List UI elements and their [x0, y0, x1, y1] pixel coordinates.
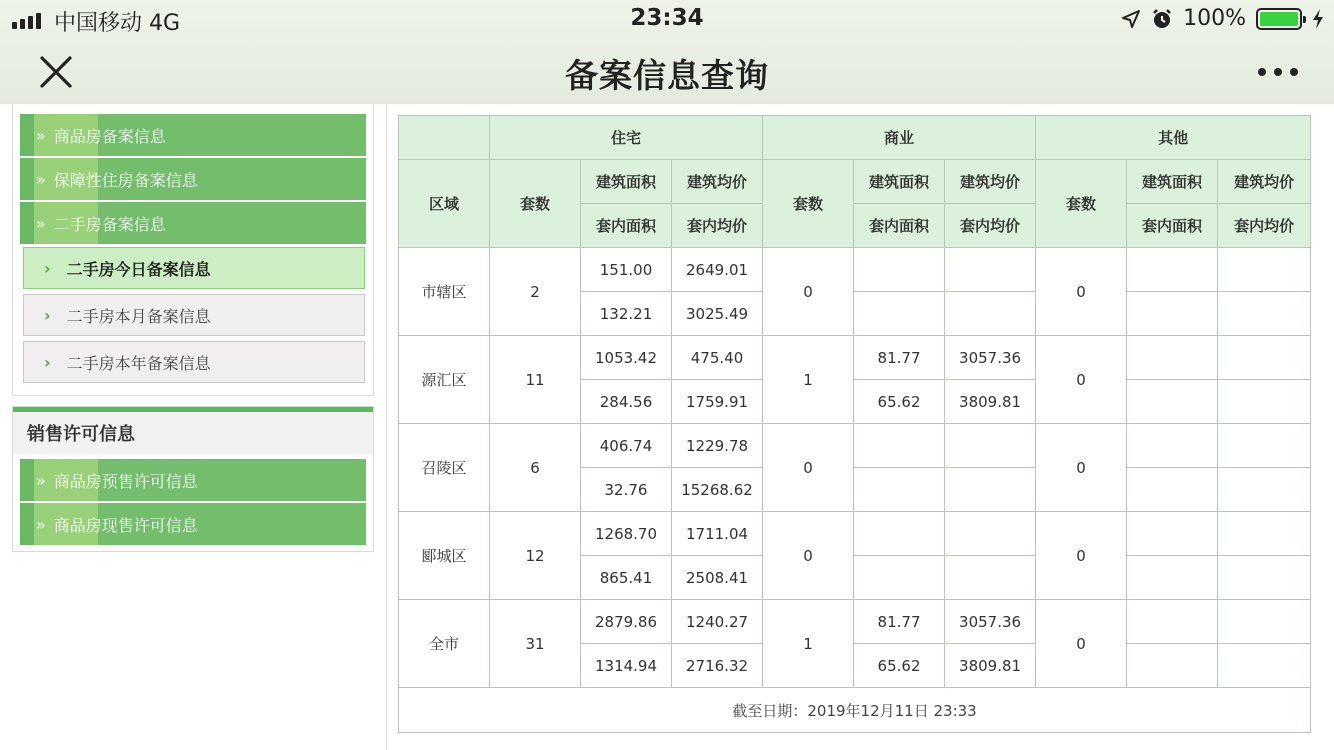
- menu-item-second-hand-record[interactable]: [20, 202, 366, 244]
- residential-inner-price-cell: 3025.49: [672, 292, 763, 336]
- chevron-right-icon: ›: [44, 352, 51, 372]
- sidebar: [0, 104, 387, 750]
- residential-inner-area-cell: 865.41: [581, 556, 672, 600]
- status-right: [1121, 6, 1324, 31]
- column-header-inner-area: 套内面积: [854, 204, 945, 248]
- column-header-inner-price: 套内均价: [945, 204, 1036, 248]
- residential-price-cell: 2649.01: [672, 248, 763, 292]
- residential-count-cell: 11: [490, 336, 581, 424]
- menu-item-label: 商品房备案信息: [53, 126, 166, 146]
- menu-item-label: 保障性住房备案信息: [53, 170, 198, 190]
- commercial-area-cell: 81.77: [854, 336, 945, 380]
- double-arrow-icon: »: [36, 169, 46, 189]
- submenu-item-month[interactable]: [23, 294, 365, 336]
- double-arrow-icon: »: [36, 213, 46, 233]
- menu-item-commercial-housing-record[interactable]: [20, 114, 366, 156]
- submenu-item-label: 二手房本月备案信息: [66, 306, 211, 326]
- column-header-inner-price: 套内均价: [672, 204, 763, 248]
- residential-area-cell: 1053.42: [581, 336, 672, 380]
- column-header-count: 套数: [490, 160, 581, 248]
- residential-inner-area-cell: 1314.94: [581, 644, 672, 688]
- commercial-count-cell: 0: [763, 512, 854, 600]
- other-price-cell: [1218, 336, 1311, 380]
- commercial-inner-price-cell: 3809.81: [945, 380, 1036, 424]
- other-area-cell: [1127, 248, 1218, 292]
- other-price-cell: [1218, 512, 1311, 556]
- other-count-cell: 0: [1036, 248, 1127, 336]
- menu-item-label: 商品房预售许可信息: [53, 471, 198, 491]
- record-table: [398, 115, 1311, 733]
- residential-count-cell: 2: [490, 248, 581, 336]
- record-table-container: [398, 115, 1310, 733]
- other-area-cell: [1127, 600, 1218, 644]
- column-header-price: 建筑均价: [1218, 160, 1311, 204]
- alarm-icon: [1151, 8, 1173, 30]
- column-header-inner-area: 套内面积: [581, 204, 672, 248]
- column-header-price: 建筑均价: [945, 160, 1036, 204]
- menu-item-label: 二手房备案信息: [53, 214, 166, 234]
- group-header-other: 其他: [1036, 116, 1311, 160]
- residential-inner-area-cell: 284.56: [581, 380, 672, 424]
- battery-icon: [1256, 8, 1302, 30]
- residential-area-cell: 151.00: [581, 248, 672, 292]
- commercial-area-cell: 81.77: [854, 600, 945, 644]
- section-title: 销售许可信息: [13, 412, 373, 454]
- other-price-cell: [1218, 424, 1311, 468]
- menu-item-current-sale-license[interactable]: [20, 503, 366, 545]
- other-inner-price-cell: [1218, 644, 1311, 688]
- commercial-count-cell: 0: [763, 424, 854, 512]
- residential-inner-price-cell: 15268.62: [672, 468, 763, 512]
- column-header-price: 建筑均价: [672, 160, 763, 204]
- other-price-cell: [1218, 600, 1311, 644]
- column-header-area: 建筑面积: [1127, 160, 1218, 204]
- residential-inner-area-cell: 132.21: [581, 292, 672, 336]
- column-header-area: 建筑面积: [581, 160, 672, 204]
- table-row: [399, 424, 1311, 468]
- table-column-header-row: [399, 160, 1311, 204]
- commercial-inner-price-cell: [945, 292, 1036, 336]
- charging-bolt-icon: [1312, 9, 1324, 29]
- commercial-inner-area-cell: [854, 468, 945, 512]
- corner-cell: [399, 116, 490, 160]
- region-cell: 市辖区: [399, 248, 490, 336]
- location-arrow-icon: [1121, 9, 1141, 29]
- other-inner-price-cell: [1218, 556, 1311, 600]
- submenu-item-label: 二手房本年备案信息: [66, 353, 211, 373]
- table-footer-row: [399, 688, 1311, 733]
- residential-area-cell: 406.74: [581, 424, 672, 468]
- battery-percent: 100%: [1183, 6, 1246, 31]
- commercial-inner-price-cell: 3809.81: [945, 644, 1036, 688]
- residential-price-cell: 1711.04: [672, 512, 763, 556]
- column-header-area: 建筑面积: [854, 160, 945, 204]
- commercial-count-cell: 1: [763, 600, 854, 688]
- commercial-price-cell: [945, 512, 1036, 556]
- chevron-right-icon: ›: [44, 258, 51, 278]
- residential-count-cell: 31: [490, 600, 581, 688]
- submenu-item-today[interactable]: [23, 247, 365, 289]
- residential-price-cell: 475.40: [672, 336, 763, 380]
- submenu-item-year[interactable]: [23, 341, 365, 383]
- other-price-cell: [1218, 248, 1311, 292]
- region-cell: 召陵区: [399, 424, 490, 512]
- title-bar: [0, 40, 1334, 104]
- commercial-area-cell: [854, 248, 945, 292]
- other-inner-price-cell: [1218, 292, 1311, 336]
- other-count-cell: 0: [1036, 600, 1127, 688]
- other-inner-area-cell: [1127, 468, 1218, 512]
- status-bar: [0, 0, 1334, 40]
- region-cell: 源汇区: [399, 336, 490, 424]
- record-menu-panel: [12, 104, 374, 396]
- group-header-commercial: 商业: [763, 116, 1036, 160]
- status-time: 23:34: [630, 5, 704, 31]
- double-arrow-icon: »: [36, 125, 46, 145]
- battery-fill: [1260, 12, 1298, 26]
- other-inner-area-cell: [1127, 556, 1218, 600]
- commercial-inner-area-cell: [854, 556, 945, 600]
- residential-inner-area-cell: 32.76: [581, 468, 672, 512]
- commercial-count-cell: 0: [763, 248, 854, 336]
- other-count-cell: 0: [1036, 336, 1127, 424]
- residential-inner-price-cell: 1759.91: [672, 380, 763, 424]
- submenu-item-label: 二手房今日备案信息: [66, 259, 211, 279]
- table-row: [399, 248, 1311, 292]
- column-header-inner-price: 套内均价: [1218, 204, 1311, 248]
- table-row: [399, 512, 1311, 556]
- other-count-cell: 0: [1036, 512, 1127, 600]
- residential-inner-price-cell: 2716.32: [672, 644, 763, 688]
- other-area-cell: [1127, 336, 1218, 380]
- other-inner-area-cell: [1127, 292, 1218, 336]
- commercial-area-cell: [854, 512, 945, 556]
- top-bar: [0, 0, 1334, 104]
- carrier-label: 中国移动 4G: [54, 11, 181, 36]
- table-body: [399, 248, 1311, 688]
- double-arrow-icon: »: [36, 470, 46, 490]
- cutoff-date: 截至日期：2019年12月11日 23:33: [399, 688, 1311, 733]
- chevron-right-icon: ›: [44, 305, 51, 325]
- column-header-inner-area: 套内面积: [1127, 204, 1218, 248]
- commercial-inner-price-cell: [945, 468, 1036, 512]
- commercial-price-cell: 3057.36: [945, 336, 1036, 380]
- commercial-area-cell: [854, 424, 945, 468]
- region-cell: 全市: [399, 600, 490, 688]
- column-header-count: 套数: [763, 160, 854, 248]
- other-area-cell: [1127, 424, 1218, 468]
- residential-area-cell: 2879.86: [581, 600, 672, 644]
- column-header-count: 套数: [1036, 160, 1127, 248]
- residential-price-cell: 1240.27: [672, 600, 763, 644]
- commercial-price-cell: 3057.36: [945, 600, 1036, 644]
- group-header-residential: 住宅: [490, 116, 763, 160]
- menu-item-affordable-housing-record[interactable]: [20, 158, 366, 200]
- residential-inner-price-cell: 2508.41: [672, 556, 763, 600]
- other-area-cell: [1127, 512, 1218, 556]
- menu-item-label: 商品房现售许可信息: [53, 515, 198, 535]
- page-title: 备案信息查询: [565, 56, 769, 95]
- other-count-cell: 0: [1036, 424, 1127, 512]
- commercial-inner-price-cell: [945, 556, 1036, 600]
- other-inner-price-cell: [1218, 468, 1311, 512]
- other-inner-area-cell: [1127, 380, 1218, 424]
- other-inner-area-cell: [1127, 644, 1218, 688]
- column-header-region: 区域: [399, 160, 490, 248]
- commercial-inner-area-cell: [854, 292, 945, 336]
- commercial-price-cell: [945, 424, 1036, 468]
- commercial-price-cell: [945, 248, 1036, 292]
- residential-price-cell: 1229.78: [672, 424, 763, 468]
- residential-count-cell: 12: [490, 512, 581, 600]
- other-inner-price-cell: [1218, 380, 1311, 424]
- menu-item-presale-license[interactable]: [20, 459, 366, 501]
- double-arrow-icon: »: [36, 514, 46, 534]
- license-menu-panel: [12, 406, 374, 552]
- more-icon[interactable]: [1258, 68, 1298, 76]
- table-row: [399, 600, 1311, 644]
- commercial-inner-area-cell: 65.62: [854, 644, 945, 688]
- table-row: [399, 336, 1311, 380]
- residential-area-cell: 1268.70: [581, 512, 672, 556]
- region-cell: 郾城区: [399, 512, 490, 600]
- commercial-inner-area-cell: 65.62: [854, 380, 945, 424]
- residential-count-cell: 6: [490, 424, 581, 512]
- commercial-count-cell: 1: [763, 336, 854, 424]
- table-group-header-row: [399, 116, 1311, 160]
